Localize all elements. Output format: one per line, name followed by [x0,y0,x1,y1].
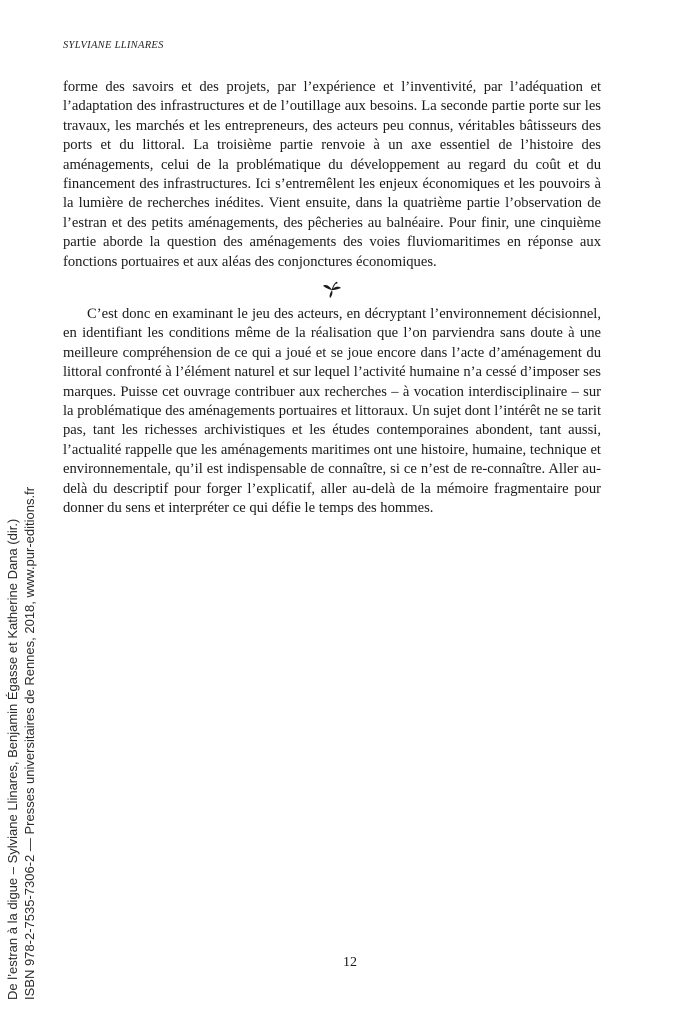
side-credit [4,487,38,1000]
running-head: SYLVIANE LLINARES [63,40,164,51]
paragraph-text: forme des savoirs et des projets, par l’expérience et l’inventivité, par l’adéquation et l’adaptation des infrastructures et de l’outillage aux besoins. La seconde partie porte sur les travaux, les marchés et les entrepreneurs, des acteurs peu connus, véritables bâtisseurs des ports et du littoral. La troisième partie renvoie à un axe essentiel de l’histoire des aménagements, celui de la problématique du développement au regard du coût et du financement des infrastructures. Ici s’entremêlent les enjeux économiques et les pouvoirs à la lumière de recherches inédites. Vient ensuite, dans la quatrième partie l’observation de l’estran et des petits aménagements, des pêcheries au balnéaire. Pour finir, une cinquième partie aborde la question des aménagements des voies fluviomaritimes en réponse aux fonctions portuaires et aux aléas des conjonctures économiques. [63,79,601,270]
paragraph-text: C’est donc en examinant le jeu des acteurs, en décryptant l’environnement décisionnel, en identifiant les conditions même de la réalisation que l’on parviendra sans doute à une meilleure compréhension de ce qui a joué et se joue encore dans l’acte d’aménagement du littoral confronté à l’élément naturel et sur lequel l’activité humaine n’a cessé d’imposer ses marques. Puisse cet ouvrage contribuer aux recherches – à vocation interdisciplinaire – sur la problématique des aménagements portuaires et littoraux. Un sujet dont l’intérêt ne se tarit pas, tant les richesses archivistiques et les études contemporaines abondent, tant aussi, l’actualité rappelle que les aménagements maritimes ont une histoire, humaine, technique et environnementale, qu’il est indispensable de connaître, si ce n’est de re-connaître. Aller au-delà du descriptif pour forger l’explicatif, aller au-delà de la mémoire fragmentaire pour donner du sens et interpréter ce qui défie le temps des hommes. [63,306,601,517]
page-number: 12 [343,955,357,970]
body-paragraph-2 [63,305,601,518]
side-credit-line-1: De l’estran à la digue – Sylviane Llinares, Benjamin Égasse et Katherine Dana (dir.) [5,518,20,1000]
side-credit-line-2: ISBN 978-2-7535-7306-2 — Presses universitaires de Rennes, 2018, www.pur-editions.fr [22,486,37,1000]
fleuron-icon [320,281,344,299]
body-paragraph-1 [63,78,601,272]
